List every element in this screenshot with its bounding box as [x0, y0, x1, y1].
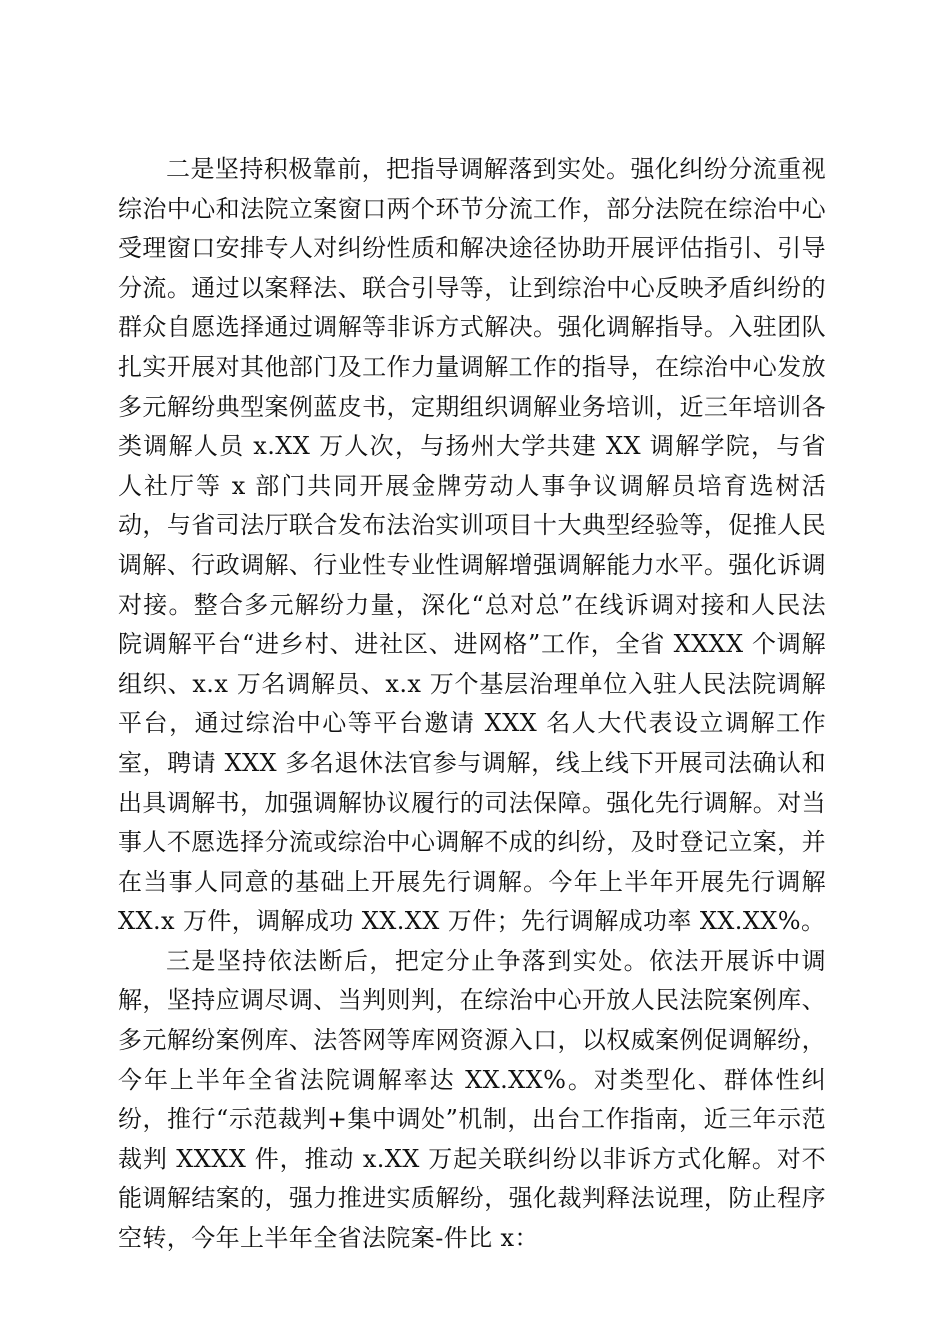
document-body — [118, 150, 826, 1259]
paragraph-lawful-adjudication: 三是坚持依法断后，把定分止争落到实处。依法开展诉中调解，坚持应调尽调、当判则判，在综治中心开放人民法院案例库、多元解纷案例库、法答网等库网资源入口，以权威案例促调解纷，今年上半年全省法院调解率达 XX.XX%。对类型化、群体性纠纷，推行“示范裁判+集中调处”机制，出台工作指南，近三年示范裁判 XXXX 件，推动 x.XX 万起关联纠纷以非诉方式化解。对不能调解结案的，强力推进实质解纷，强化裁判释法说理，防止程序空转，今年上半年全省法院案-件比 x： — [118, 946, 826, 1253]
paragraph-mediation-guidance: 二是坚持积极靠前，把指导调解落到实处。强化纠纷分流重视综治中心和法院立案窗口两个环节分流工作，部分法院在综治中心受理窗口安排专人对纠纷性质和解决途径协助开展评估指引、引导分流。通过以案释法、联合引导等，让到综治中心反映矛盾纠纷的群众自愿选择通过调解等非诉方式解决。强化调解指导。入驻团队扎实开展对其他部门及工作力量调解工作的指导，在综治中心发放多元解纷典型案例蓝皮书，定期组织调解业务培训，近三年培训各类调解人员 x.XX 万人次，与扬州大学共建 XX 调解学院，与省人社厅等 x 部门共同开展金牌劳动人事争议调解员培育选树活动，与省司法厅联合发布法治实训项目十大典型经验等，促推人民调解、行政调解、行业性专业性调解增强调解能力水平。强化诉调对接。整合多元解纷力量，深化“总对总”在线诉调对接和人民法院调解平台“进乡村、进社区、进网格”工作，全省 XXXX 个调解组织、x.x 万名调解员、x.x 万个基层治理单位入驻人民法院调解平台，通过综治中心等平台邀请 XXX 名人大代表设立调解工作室，聘请 XXX 多名退休法官参与调解，线上线下开展司法确认和出具调解书，加强调解协议履行的司法保障。强化先行调解。对当事人不愿选择分流或综治中心调解不成的纠纷，及时登记立案，并在当事人同意的基础上开展先行调解。今年上半年开展先行调解 XX.x 万件，调解成功 XX.XX 万件；先行调解成功率 XX.XX%。 — [118, 155, 826, 936]
